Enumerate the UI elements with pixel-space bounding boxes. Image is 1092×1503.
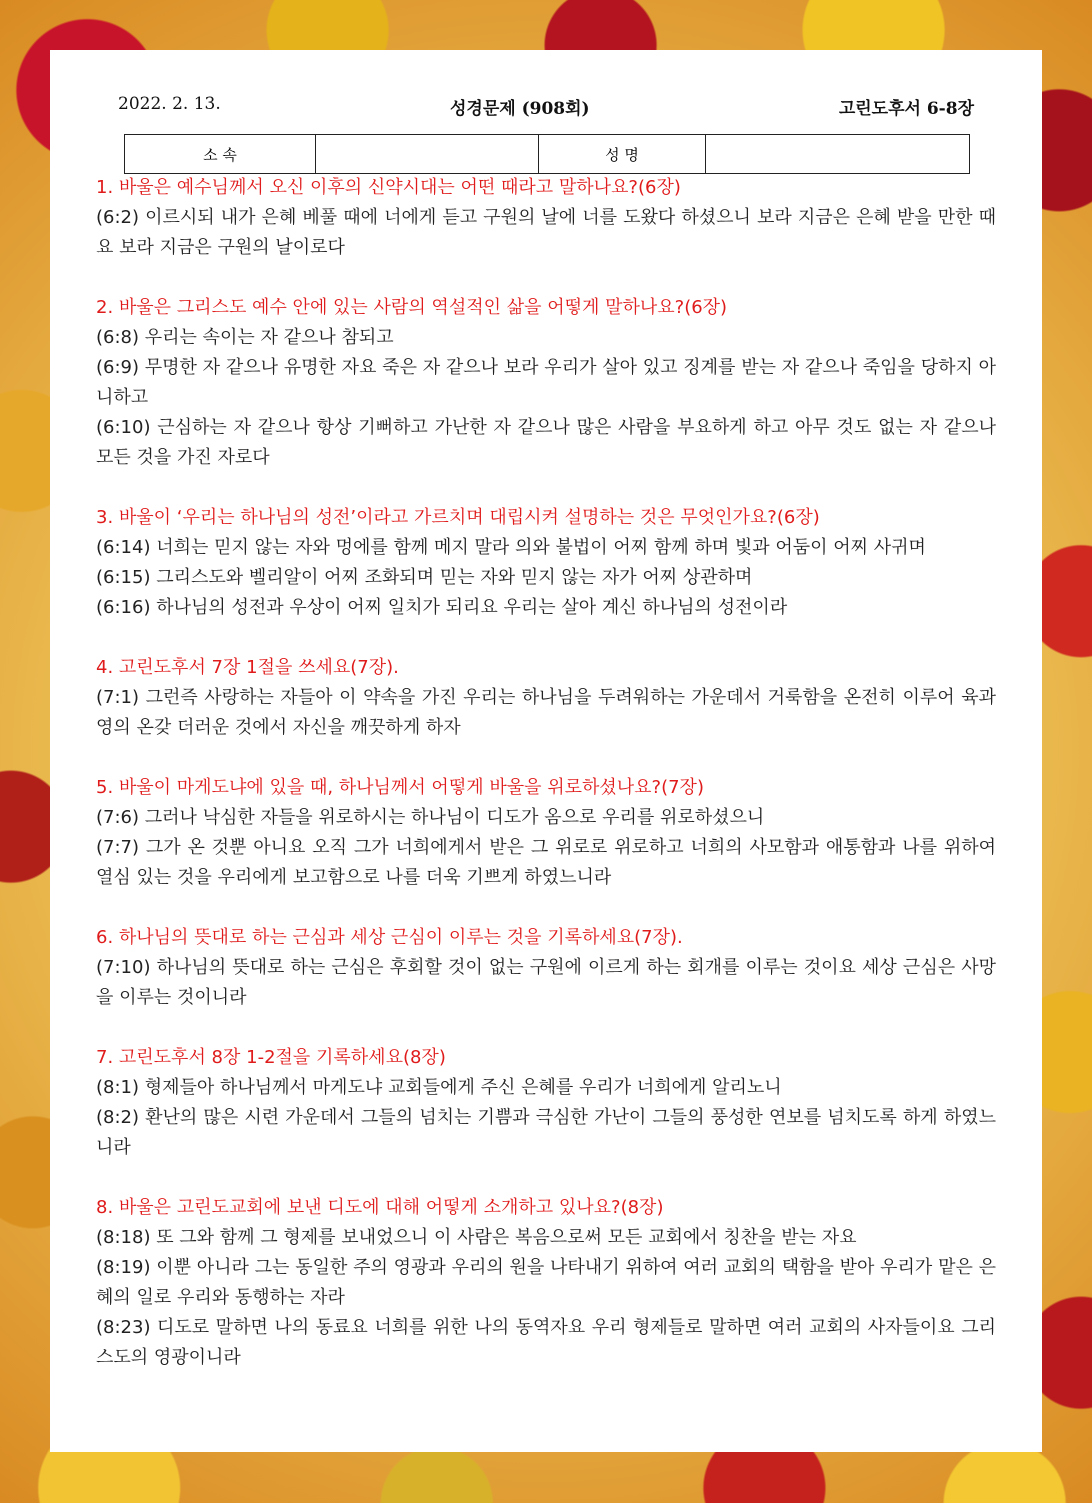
question-block xyxy=(96,1043,996,1163)
answer-verse: (7:7) 그가 온 것뿐 아니요 오직 그가 너희에게서 받은 그 위로로 위로하고 너희의 사모함과 애통함과 나를 위하여 열심 있는 것을 우리에게 보고함으로 나를 더욱 기쁘게 하였느니라 xyxy=(96,837,996,888)
question-text: 5. 바울이 마게도냐에 있을 때, 하나님께서 어떻게 바울을 위로하셨나요?(7장) xyxy=(96,777,704,798)
worksheet-date: 2022. 2. 13. xyxy=(118,94,221,114)
worksheet-header xyxy=(118,94,974,120)
section-gap xyxy=(96,623,996,653)
answer-verse: (6:10) 근심하는 자 같으나 항상 기뻐하고 가난한 자 같으나 많은 사람을 부요하게 하고 아무 것도 없는 자 같으나 모든 것을 가진 자로다 xyxy=(96,417,996,468)
name-label: 성 명 xyxy=(539,135,706,174)
question-text: 6. 하나님의 뜻대로 하는 근심과 세상 근심이 이루는 것을 기록하세요(7장). xyxy=(96,927,683,948)
section-gap xyxy=(96,893,996,923)
affiliation-field[interactable] xyxy=(316,135,539,174)
section-gap xyxy=(96,473,996,503)
answer-verse: (7:6) 그러나 낙심한 자들을 위로하시는 하나님이 디도가 옴으로 우리를 위로하셨으니 xyxy=(96,807,765,828)
question-block xyxy=(96,653,996,743)
question-block xyxy=(96,923,996,1013)
worksheet-paper xyxy=(50,50,1042,1452)
answer-verse: (6:9) 무명한 자 같으나 유명한 자요 죽은 자 같으나 보라 우리가 살아 있고 징계를 받는 자 같으나 죽임을 당하지 아니하고 xyxy=(96,357,996,408)
section-gap xyxy=(96,1013,996,1043)
section-gap xyxy=(96,1163,996,1193)
question-block xyxy=(96,503,996,623)
answer-verse: (8:23) 디도로 말하면 나의 동료요 너희를 위한 나의 동역자요 우리 형제들로 말하면 여러 교회의 사자들이요 그리스도의 영광이니라 xyxy=(96,1317,996,1368)
answer-verse: (6:8) 우리는 속이는 자 같으나 참되고 xyxy=(96,327,394,348)
answer-verse: (8:2) 환난의 많은 시련 가운데서 그들의 넘치는 기쁨과 극심한 가난이 그들의 풍성한 연보를 넘치도록 하게 하였느니라 xyxy=(96,1107,996,1158)
answer-verse: (6:2) 이르시되 내가 은혜 베풀 때에 너에게 듣고 구원의 날에 너를 도왔다 하셨으니 보라 지금은 은혜 받을 만한 때요 보라 지금은 구원의 날이로다 xyxy=(96,207,996,258)
question-text: 8. 바울은 고린도교회에 보낸 디도에 대해 어떻게 소개하고 있나요?(8장) xyxy=(96,1197,664,1218)
affiliation-label: 소 속 xyxy=(125,135,316,174)
question-block xyxy=(96,1193,996,1373)
answer-verse: (7:1) 그런즉 사랑하는 자들아 이 약속을 가진 우리는 하나님을 두려워하는 가운데서 거룩함을 온전히 이루어 육과 영의 온갖 더러운 것에서 자신을 깨끗하게 하자 xyxy=(96,687,996,738)
question-text: 2. 바울은 그리스도 예수 안에 있는 사람의 역설적인 삶을 어떻게 말하나요?(6장) xyxy=(96,297,728,318)
question-text: 3. 바울이 ‘우리는 하나님의 성전’이라고 가르치며 대립시켜 설명하는 것은 무엇인가요?(6장) xyxy=(96,507,820,528)
answer-verse: (8:19) 이뿐 아니라 그는 동일한 주의 영광과 우리의 원을 나타내기 위하여 여러 교회의 택함을 받아 우리가 맡은 은혜의 일로 우리와 동행하는 자라 xyxy=(96,1257,996,1308)
question-text: 4. 고린도후서 7장 1절을 쓰세요(7장). xyxy=(96,657,399,678)
section-gap xyxy=(96,263,996,293)
question-text: 1. 바울은 예수님께서 오신 이후의 신약시대는 어떤 때라고 말하나요?(6장) xyxy=(96,177,681,198)
answer-verse: (6:15) 그리스도와 벨리알이 어찌 조화되며 믿는 자와 믿지 않는 자가 어찌 상관하며 xyxy=(96,567,753,588)
name-field[interactable] xyxy=(706,135,970,174)
answer-verse: (7:10) 하나님의 뜻대로 하는 근심은 후회할 것이 없는 구원에 이르게 하는 회개를 이루는 것이요 세상 근심은 사망을 이루는 것이니라 xyxy=(96,957,996,1008)
question-block xyxy=(96,293,996,473)
question-text: 7. 고린도후서 8장 1-2절을 기록하세요(8장) xyxy=(96,1047,446,1068)
answer-verse: (8:18) 또 그와 함께 그 형제를 보내었으니 이 사람은 복음으로써 모든 교회에서 칭찬을 받는 자요 xyxy=(96,1227,857,1248)
section-gap xyxy=(96,743,996,773)
question-block xyxy=(96,173,996,263)
student-info-table xyxy=(124,134,970,174)
book-range: 고린도후서 6-8장 xyxy=(838,99,974,119)
question-block xyxy=(96,773,996,893)
answer-verse: (8:1) 형제들아 하나님께서 마게도냐 교회들에게 주신 은혜를 우리가 너희에게 알리노니 xyxy=(96,1077,782,1098)
question-list xyxy=(96,173,996,1373)
answer-verse: (6:16) 하나님의 성전과 우상이 어찌 일치가 되리요 우리는 살아 계신 하나님의 성전이라 xyxy=(96,597,788,618)
worksheet-title: 성경문제 (908회) xyxy=(450,99,590,119)
answer-verse: (6:14) 너희는 믿지 않는 자와 멍에를 함께 메지 말라 의와 불법이 어찌 함께 하며 빛과 어둠이 어찌 사귀며 xyxy=(96,537,926,558)
